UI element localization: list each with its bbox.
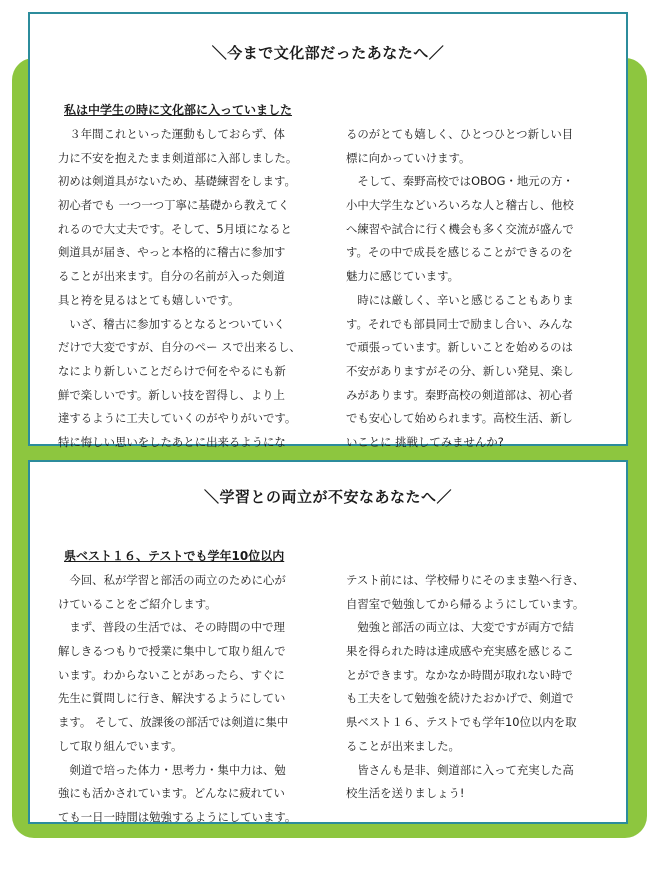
text-line: 魅力に感じています。	[346, 269, 459, 284]
text-line: して取り組んでいます。	[58, 738, 183, 753]
text-line: 力に不安を抱えたまま剣道部に入部しました。	[58, 150, 298, 165]
text-line: 小中大学生などいろいろな人と稽古し、他校	[346, 198, 574, 213]
text-line: けていることをご紹介します。	[58, 596, 217, 611]
text-line: 時には厳しく、辛いと感じることもありま	[346, 292, 574, 307]
section-culture-club	[28, 12, 628, 449]
text-line: す。その中で成長を感じることができるのを	[346, 245, 573, 260]
text-line: います。わからないことがあったら、すぐに	[58, 667, 285, 682]
text-line: 勉強と部活の両立は、大変ですが両方で結	[346, 620, 574, 635]
text-line: るのがとても嬉しく、ひとつひとつ新しい目	[346, 127, 574, 141]
text-line: 不安がありますがその分、新しい発見、楽し	[346, 363, 574, 378]
text-line: まず、普段の生活では、その時間の中で理	[58, 620, 285, 635]
text-line: 今回、私が学習と部活の両立のために心が	[58, 573, 286, 587]
section-study-balance	[28, 460, 628, 824]
text-line: ることが出来ました。	[346, 738, 460, 753]
text-line: だけで大変ですが、自分のペー スで出来るし、	[58, 340, 301, 355]
text-line: いことに 挑戦してみませんか?	[346, 434, 504, 449]
text-line: みがあります。秦野高校の剣道部は、初心者	[346, 387, 573, 402]
text-line: す。それでも部員同士で励まし合い、みんな	[346, 316, 573, 331]
section-title: ＼学習との両立が不安なあなたへ／	[203, 488, 452, 506]
text-line: も工夫をして勉強を続けたおかげで、剣道で	[346, 691, 574, 706]
text-line: とができます。なかなか時間が取れない時で	[346, 667, 573, 682]
section-title: ＼今まで文化部だったあなたへ／	[211, 44, 445, 62]
text-line: 剣道で培った体力・思考力・集中力は、勉	[58, 762, 286, 777]
text-line: 剣道具が届き、やっと本格的に稽古に参加す	[58, 245, 286, 260]
text-line: 自習室で勉強してから帰るようにしています。	[346, 596, 585, 611]
text-line: 初心者でも 一つ一つ丁寧に基礎から教えてく	[58, 198, 290, 213]
text-line: 解しきるつもりで授業に集中して取り組んで	[58, 644, 286, 659]
text-column-right	[346, 123, 574, 455]
text-line: 特に悔しい思いをしたあとに出来るようにな	[58, 434, 286, 449]
text-line: でも安心して始められます。高校生活、新し	[346, 411, 573, 426]
section-subtitle: 県ベスト１６、テストでも学年10位以内	[64, 549, 285, 563]
text-column-left	[58, 123, 301, 455]
text-line: で頑張っています。新しいことを始めるのは	[346, 340, 573, 355]
text-line: へ練習や試合に行く機会も多く交流が盛んで	[346, 221, 574, 236]
text-line: れるので大丈夫です。そして、5月頃になると	[58, 221, 292, 236]
section-subtitle: 私は中学生の時に文化部に入っていました	[64, 103, 293, 117]
text-line: なにより新しいことだらけで何をやるにも新	[58, 363, 286, 378]
text-line: 先生に質問しに行き、解決するようにしてい	[58, 691, 286, 706]
text-line: ます。 そして、放課後の部活では剣道に集中	[58, 715, 289, 730]
text-line: そして、秦野高校ではOBOG・地元の方・	[346, 174, 574, 189]
text-column-right	[346, 569, 584, 806]
text-line: 初めは剣道具がないため、基礎練習をします。	[58, 174, 296, 189]
text-line: いざ、稽古に参加するとなるとついていく	[58, 316, 286, 331]
text-line: 強にも活かされています。どんなに疲れてい	[58, 786, 285, 801]
text-line: 皆さんも是非、剣道部に入って充実した高	[346, 762, 574, 777]
text-column-left	[58, 569, 296, 830]
text-line: ３年間これといった運動もしておらず、体	[58, 127, 285, 141]
text-line: 達するように工夫していくのがやりがいです。	[58, 411, 297, 426]
text-line: 鮮で楽しいです。新しい技を習得し、より上	[58, 387, 285, 402]
text-line: 果を得られた時は達成感や充実感を感じるこ	[346, 644, 574, 659]
text-line: ることが出来ます。自分の名前が入った剣道	[58, 269, 285, 284]
text-line: 県ベスト１６、テストでも学年10位以内を取	[346, 715, 577, 730]
text-line: 校生活を送りましょう!	[346, 786, 465, 801]
text-line: 具と袴を見るはとても嬉しいです。	[58, 292, 240, 307]
text-line: ても一日一時間は勉強するようにしています。	[58, 809, 297, 824]
text-line: 標に向かっていけます。	[346, 150, 471, 165]
text-line: テスト前には、学校帰りにそのまま塾へ行き、	[346, 573, 585, 587]
